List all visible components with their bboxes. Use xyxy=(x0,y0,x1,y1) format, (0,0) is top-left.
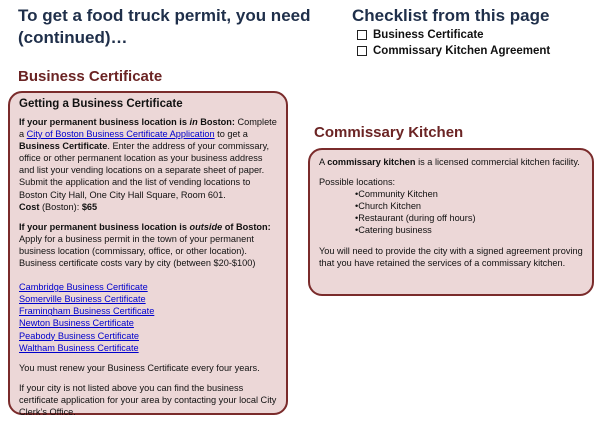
page-title: To get a food truck permit, you need (continued)… xyxy=(18,6,311,47)
business-certificate-box xyxy=(8,91,288,415)
renew-note: You must renew your Business Certificate every four years. xyxy=(19,362,260,373)
checklist xyxy=(357,27,550,59)
waltham-link[interactable]: Waltham Business Certificate xyxy=(19,342,139,353)
not-listed-note: If your city is not listed above you can find the business certificate application for your area by contacting your local City Clerk’s Office. xyxy=(19,382,277,417)
cambridge-link[interactable]: Cambridge Business Certificate xyxy=(19,282,148,293)
peabody-link[interactable]: Peabody Business Certificate xyxy=(19,330,140,341)
somerville-link[interactable]: Somerville Business Certificate xyxy=(19,294,146,305)
checklist-item-commissary-agreement[interactable] xyxy=(357,43,550,59)
locations-list xyxy=(355,188,583,236)
checkbox[interactable] xyxy=(357,30,367,40)
checklist-item-label: Commissary Kitchen Agreement xyxy=(373,45,551,57)
checkbox[interactable] xyxy=(357,46,367,56)
list-item: • Restaurant (during off hours) xyxy=(355,212,583,224)
newton-link[interactable]: Newton Business Certificate xyxy=(19,318,134,329)
city-links xyxy=(19,281,277,354)
commissary-intro: A commissary kitchen is a licensed commercial kitchen facility. xyxy=(319,157,580,167)
locations-label: Possible locations: xyxy=(319,177,396,188)
checklist-item-label: Business Certificate xyxy=(373,29,484,41)
commissary-kitchen-heading: Commissary Kitchen xyxy=(314,124,464,141)
business-certificate-heading: Business Certificate xyxy=(18,68,163,85)
list-item: • Catering business xyxy=(355,224,583,236)
checklist-item-business-certificate[interactable] xyxy=(357,27,550,43)
list-item: • Community Kitchen xyxy=(355,188,583,200)
commissary-kitchen-box xyxy=(308,148,594,296)
outside-boston-paragraph: If your permanent business location is outside of Boston: Apply for a business permit in the town of your permanent business location (commissary, office, or other location). Business certificate costs vary by city (between $20-$100) xyxy=(19,221,271,269)
agreement-note: You will need to provide the city with a signed agreement proving that you have retained the services of a commissary kitchen. xyxy=(319,245,583,268)
box-title: Getting a Business Certificate xyxy=(19,98,183,110)
boston-application-link[interactable]: City of Boston Business Certificate Application xyxy=(26,129,215,140)
framingham-link[interactable]: Framingham Business Certificate xyxy=(19,306,155,317)
in-boston-paragraph: If your permanent business location is in Boston: Complete a City of Boston Business Certificate Application to get a Business Certificate. Enter the address of your commissary, office or other permanent location as your business address and list your vending locations on a separate sheet of paper. Submit the application and the list of vending locations to Boston City Hall, One City Hall Square, Room 601. Cost (Boston): $65 xyxy=(19,117,277,212)
list-item: • Church Kitchen xyxy=(355,200,583,212)
checklist-title: Checklist from this page xyxy=(352,6,550,25)
